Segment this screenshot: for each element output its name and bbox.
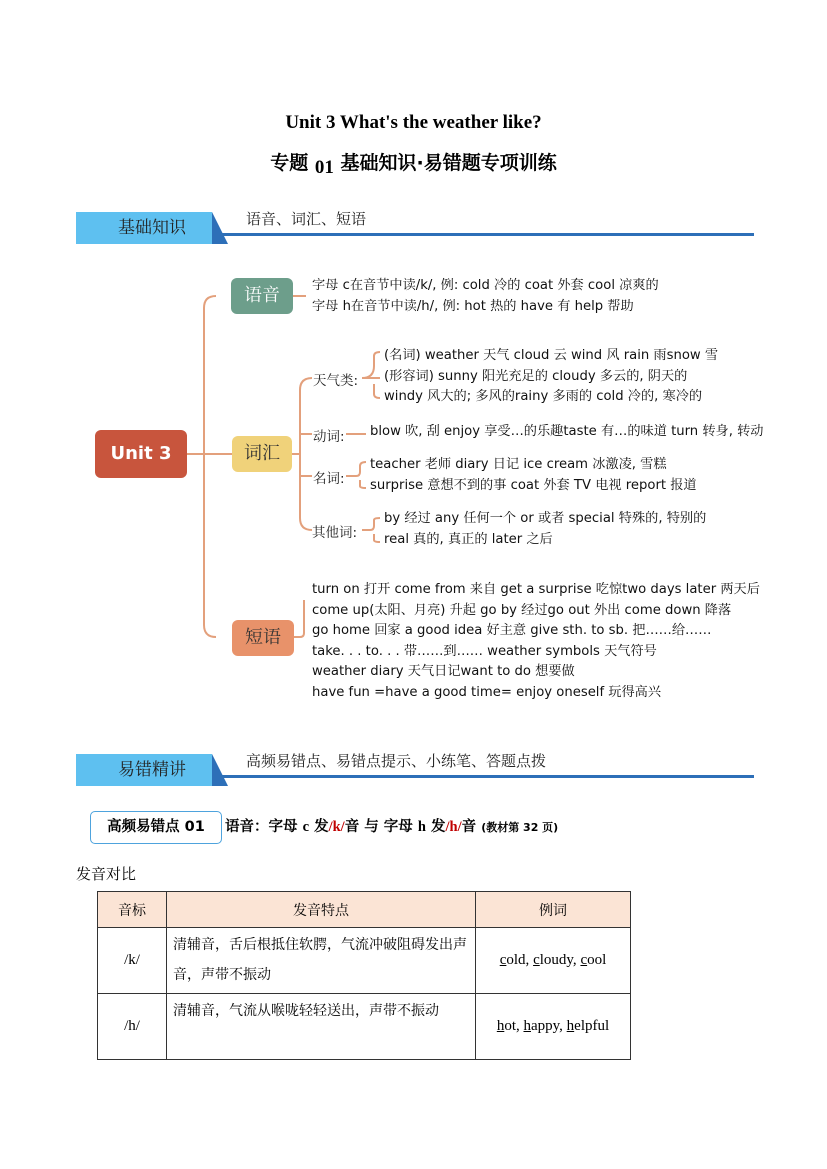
row-feature: 清辅音，舌后根抵住软腭，气流冲破阻碍发出声音，声带不振动 [167,928,476,994]
row-symbol: /k/ [98,928,167,994]
phrase-line: go home 回家 a good idea 好主意 give sth. to sb. 把……给…… [312,623,712,638]
vocab-line: teacher 老师 diary 日记 ice cream 冰激凌, 雪糕 [370,457,667,472]
heading-phoneme: /k/ [328,819,345,835]
row-feature: 清辅音，气流从喉咙轻轻送出，声带不振动 [167,994,476,1060]
pronunciation-table [97,891,631,1060]
phrases-text [312,580,760,703]
section-tab [76,754,212,786]
heading-part: 发 [431,819,446,835]
title-rest: 基础知识·易错题专项训练 [340,152,557,174]
heading-part: h [417,819,426,835]
phrase-line: weather diary 天气日记want to do 想要做 [312,664,575,679]
mindmap-node-phrases [232,620,294,656]
heading-phoneme: /h/ [445,819,462,835]
vocab-line: by 经过 any 任何一个 or 或者 special 特殊的, 特别的 [384,511,707,526]
section-subtitle: 语音、词汇、短语 [246,210,367,228]
vocab-line: windy 风大的; 多风的rainy 多雨的 cold 冷的, 寒冷的 [384,389,703,404]
tab-arrow-icon [212,754,228,786]
row-examples: hot, happy, helpful [476,994,631,1060]
mindmap-node-vocabulary [232,436,292,472]
heading-part: 音 与 字母 [344,819,413,835]
textbook-reference: (教材第 32 页) [481,821,559,834]
vocab-line: blow 吹, 刮 enjoy 享受…的乐趣taste 有…的味道 turn 转身, 转动 [370,424,764,439]
heading-part: c [302,819,309,835]
vocab-verb-text [370,422,764,443]
page-title-english: Unit 3 What's the weather like? [285,112,542,133]
phrase-line: come up(太阳、月亮) 升起 go by 经过go out 外出 come down 降落 [312,602,732,618]
section-error-analysis-header [76,754,756,790]
table-row [98,928,631,994]
vocab-sub-weather-label: 天气类: [313,373,359,389]
node-label: 语音 [244,285,280,306]
section-tab-label: 易错精讲 [118,760,186,780]
vocab-line: (名词) weather 天气 cloud 云 wind 风 rain 雨snow 雪 [384,348,719,363]
title-number: 01 [314,157,334,178]
phrase-line: take. . . to. . . 带……到…… weather symbols 天气符号 [312,643,657,659]
node-label: 词汇 [244,443,280,464]
node-label: 短语 [245,627,281,648]
mindmap-node-phonetics [231,278,293,314]
vocab-line: real 真的, 真正的 later 之后 [384,531,553,547]
error-point-heading [225,815,558,836]
vocab-sub-other-label: 其他词: [312,525,358,541]
mindmap-root-node [95,430,187,478]
title-prefix: 专题 [270,152,309,174]
vocab-line: (形容词) sunny 阳光充足的 cloudy 多云的, 阴天的 [384,368,688,384]
header-feature: 发音特点 [167,892,476,928]
section-tab-label: 基础知识 [118,218,186,238]
vocab-sub-verb-label: 动词: [313,429,345,445]
vocab-line: surprise 意想不到的事 coat 外套 TV 电视 report 报道 [370,477,697,493]
phonetics-text [312,276,659,317]
vocab-weather-text [384,346,718,408]
table-header-row [98,892,631,928]
table-row [98,994,631,1060]
phrase-line: turn on 打开 come from 来自 get a surprise 吃惊two days later 两天后 [312,582,760,597]
section-subtitle: 高频易错点、易错点提示、小练笔、答题点拨 [246,752,547,770]
compare-caption: 发音对比 [76,865,137,883]
row-examples: cold, cloudy, cool [476,928,631,994]
vocab-other-text [384,509,706,550]
error-point-badge [90,811,222,844]
badge-label: 高频易错点 01 [107,819,205,835]
phrase-line: have fun =have a good time= enjoy oneself 玩得高兴 [312,684,662,700]
heading-part: 语音：字母 [225,819,298,835]
root-label: Unit 3 [110,443,172,464]
row-symbol: /h/ [98,994,167,1060]
heading-part: 音 [461,819,477,835]
section-divider [212,775,754,778]
heading-part: 发 [314,819,329,835]
phonetics-line: 字母 h在音节中读/h/, 例: hot 热的 have 有 help 帮助 [312,298,634,314]
header-symbol: 音标 [98,892,167,928]
phonetics-line: 字母 c在音节中读/k/, 例: cold 冷的 coat 外套 cool 凉爽的 [312,278,659,293]
vocab-noun-text [370,455,697,496]
vocab-sub-noun-label: 名词: [313,471,345,487]
header-example: 例词 [476,892,631,928]
